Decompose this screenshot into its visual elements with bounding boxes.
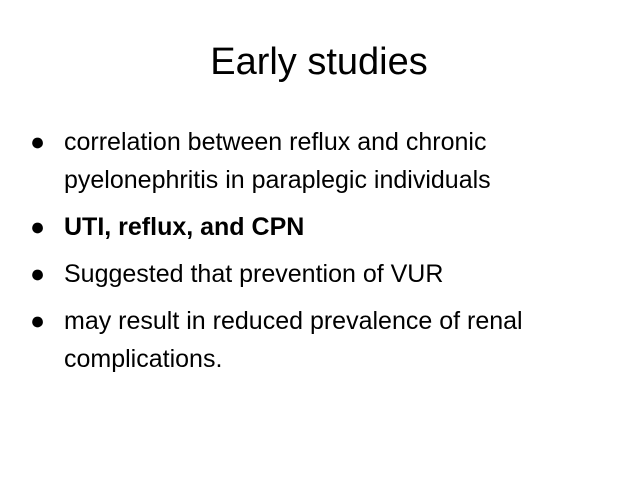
- bullet-text: Suggested that prevention of VUR: [64, 260, 444, 288]
- bullet-item: [30, 208, 610, 246]
- bullet-item: [30, 123, 610, 199]
- bullet-text: UTI, reflux, and CPN: [64, 213, 305, 241]
- bullet-item: [30, 255, 610, 293]
- bullet-text: may result in reduced prevalence of renal complications.: [64, 307, 523, 373]
- bullet-list: [30, 123, 610, 387]
- bullet-dot-icon: ●: [30, 307, 46, 335]
- bullet-item: [30, 302, 610, 378]
- bullet-dot-icon: ●: [30, 260, 46, 288]
- bullet-dot-icon: ●: [30, 213, 46, 241]
- slide-title: Early studies: [210, 41, 428, 83]
- bullet-dot-icon: ●: [30, 128, 46, 156]
- bullet-text: correlation between reflux and chronic pyelonephritis in paraplegic individuals: [64, 128, 491, 194]
